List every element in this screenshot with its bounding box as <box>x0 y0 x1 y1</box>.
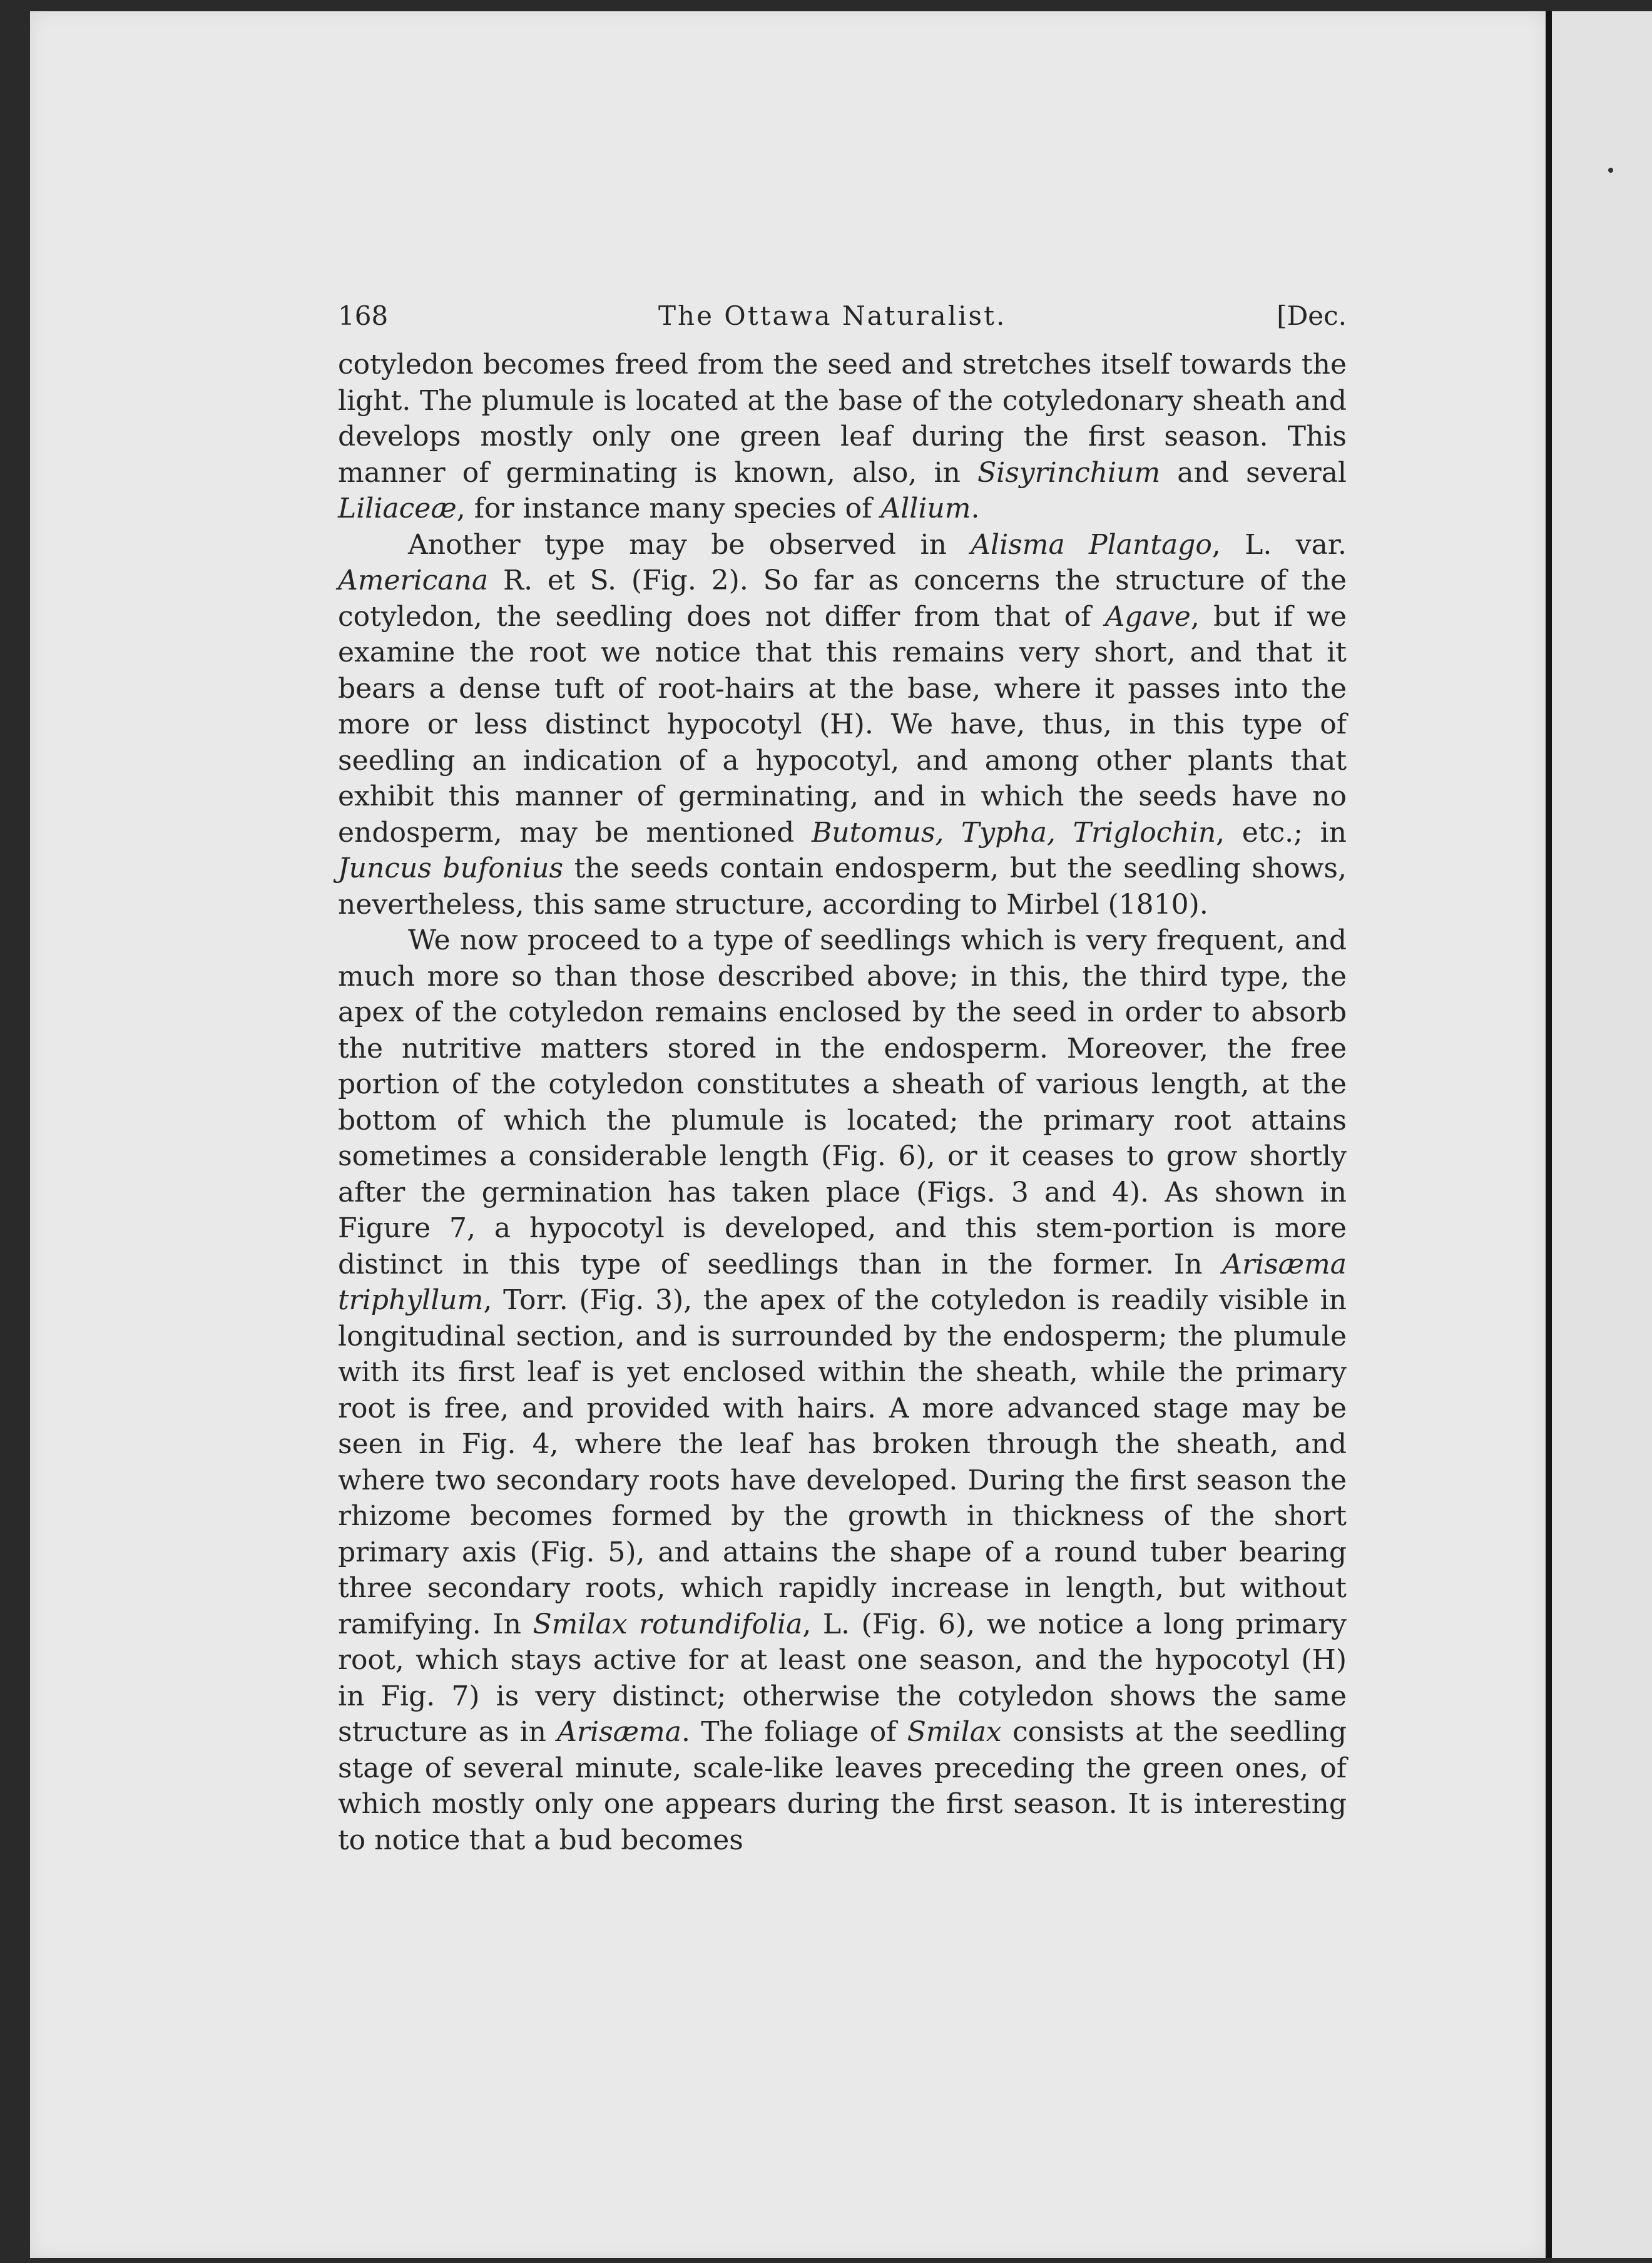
italic-term: Allium <box>880 493 971 524</box>
italic-term: Sisyrinchium <box>977 456 1161 489</box>
paragraph-1 <box>338 347 1347 527</box>
issue-month: [Dec. <box>1277 300 1347 331</box>
book-page <box>30 11 1546 2258</box>
text-run: cotyledon becomes freed from the seed and stretches itself towards the light. The plumule is located at the base of the cotyledonary sheath and develops mostly only one green leaf during the first season. This manner of germinating is known, also, in <box>338 349 1347 489</box>
italic-term: Juncus bufonius <box>338 852 564 884</box>
italic-term: Alisma Plantago <box>971 528 1212 561</box>
text-run: , but if we examine the root we notice that this remains very short, and that it bears a dense tuft of root-hairs at the base, where it passes into the more or less distinct hypocotyl (H). We have, thus, in this type of seedling an indication of a hypocotyl, and among other plants that exhibit this manner of germinating, and in which the seeds have no endosperm, may be mentioned <box>338 600 1347 849</box>
text-run: R. et S. (Fig. 2). So far as concerns the structure of the cotyledon, the seedling does not differ from that of <box>338 564 1347 633</box>
italic-term: Butomus, Typha, Triglochin <box>811 816 1216 849</box>
text-run: , for instance many species of <box>456 493 881 524</box>
text-run: Another type may be observed in <box>408 528 971 561</box>
text-run: and several <box>1160 456 1347 489</box>
italic-term: Arisæma triphyllum <box>338 1248 1347 1316</box>
paragraph-2 <box>338 527 1347 923</box>
text-run: , etc.; in <box>1216 816 1347 849</box>
adjacent-page-edge <box>1552 11 1652 2258</box>
italic-term: Agave <box>1104 600 1191 633</box>
text-run: , Torr. (Fig. 3), the apex of the cotyledon is readily visible in longitudinal section, and is surrounded by the endosperm; the plumule with its first leaf is yet enclosed within the sheath, while the primary root is free, and provided with hairs. A more advanced stage may be seen in Fig. 4, where the leaf has broken through the sheath, and where two secondary roots have developed. During the first season the rhizome becomes formed by the growth in thickness of the short primary axis (Fig. 5), and attains the shape of a round tuber bearing three secondary roots, which rapidly increase in length, but without ramifying. In <box>338 1284 1347 1640</box>
text-run: We now proceed to a type of seedlings which is very frequent, and much more so than those described above; in this, the third type, the apex of the cotyledon remains enclosed by the seed in order to absorb the nutritive matters stored in the endosperm. Moreover, the free portion of the cotyledon constitutes a sheath of various length, at the bottom of which the plumule is located; the primary root attains sometimes a considerable length (Fig. 6), or it ceases to grow shortly after the germination has taken place (Figs. 3 and 4). As shown in Figure 7, a hypocotyl is developed, and this stem-portion is more distinct in this type of seedlings than in the former. In <box>338 924 1347 1280</box>
italic-term: Arisæma <box>557 1716 681 1748</box>
italic-term: Liliaceæ <box>338 493 457 524</box>
italic-term: Americana <box>338 564 489 596</box>
text-block <box>338 300 1347 1858</box>
text-run: , L. var. <box>1211 528 1347 561</box>
page-edge-shadow <box>1546 11 1552 2258</box>
text-run: . <box>971 493 980 524</box>
italic-term: Smilax <box>907 1716 1002 1748</box>
paragraph-3 <box>338 922 1347 1858</box>
text-run: consists at the seedling stage of several minute, scale-like leaves preceding the green ones, of which mostly only one appears during the first season. It is interesting to notice that a bud becomes <box>338 1716 1347 1856</box>
journal-title: The Ottawa Naturalist. <box>658 300 1007 331</box>
text-run: . The foliage of <box>681 1716 907 1748</box>
speck-mark <box>1608 168 1613 173</box>
page-number: 168 <box>338 300 389 331</box>
body-text <box>338 347 1347 1858</box>
running-head <box>338 300 1347 345</box>
text-run: the seeds contain endosperm, but the seedling shows, nevertheless, this same structure, according to Mirbel (1810). <box>338 852 1347 921</box>
text-run: , L. (Fig. 6), we notice a long primary root, which stays active for at least one season, and the hypocotyl (H) in Fig. 7) is very distinct; otherwise the cotyledon shows the same structure as in <box>338 1608 1347 1748</box>
italic-term: Smilax rotundifolia <box>533 1608 803 1640</box>
